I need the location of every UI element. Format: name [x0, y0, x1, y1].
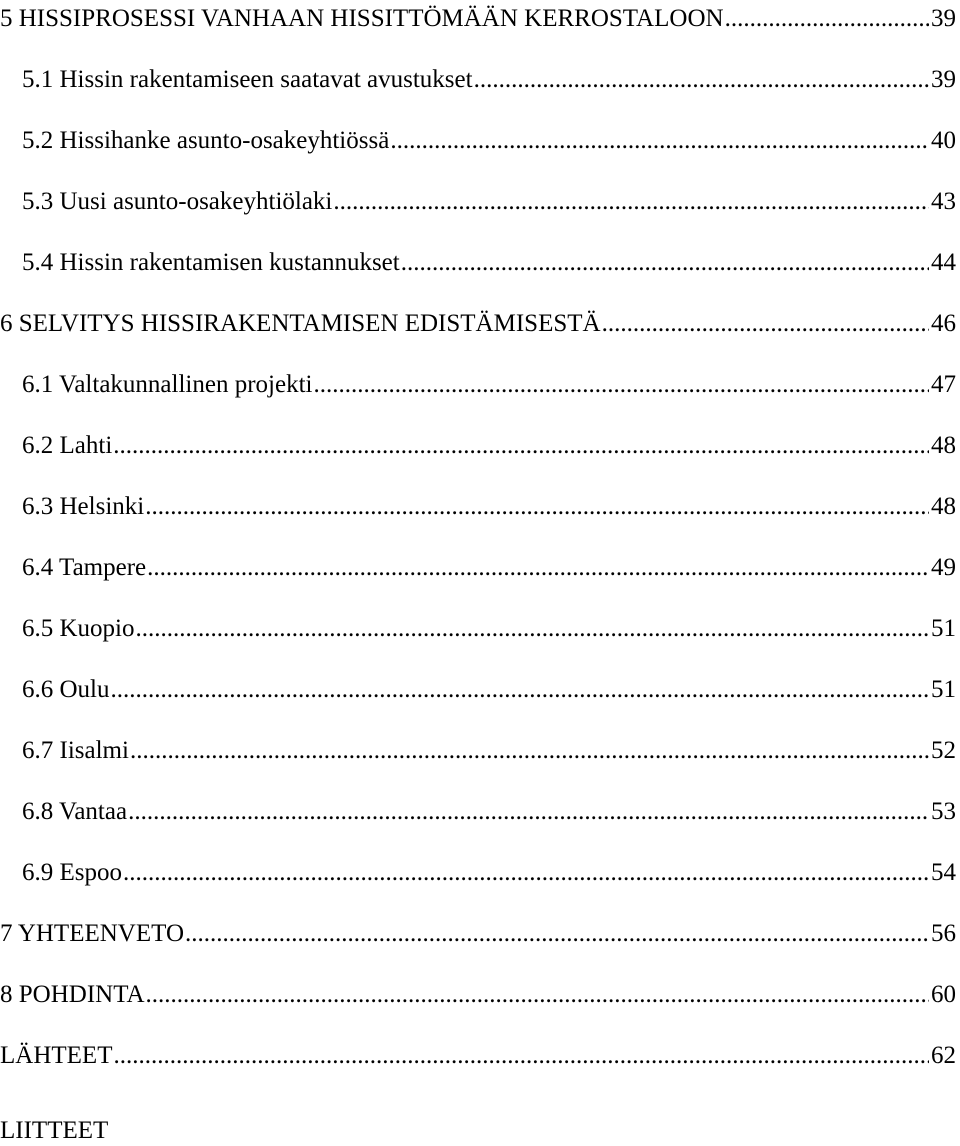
- toc-entry-section-6-1: [22, 366, 956, 400]
- dot-leader: [111, 675, 930, 705]
- toc-entry-title: 6.9 Espoo: [22, 859, 122, 886]
- toc-entry-title: 6.7 Iisalmi: [22, 737, 129, 764]
- toc-entry-title: 7 YHTEENVETO: [0, 920, 184, 947]
- toc-entry-section-6-6: [22, 671, 956, 705]
- toc-entry-page: 53: [931, 798, 956, 825]
- toc-entry-page: 47: [931, 371, 956, 398]
- dot-leader: [146, 980, 929, 1010]
- dot-leader: [147, 553, 929, 583]
- toc-entry-appendices: [0, 1112, 956, 1146]
- toc-entry-references: [0, 1037, 956, 1071]
- toc-entry-title: 6.5 Kuopio: [22, 615, 135, 642]
- dot-leader: [725, 4, 929, 34]
- toc-entry-section-6-2: [22, 427, 956, 461]
- toc-entry-page: 62: [931, 1042, 956, 1069]
- toc-entry-chapter-7: [0, 915, 956, 949]
- dot-leader: [113, 1041, 929, 1071]
- toc-entry-page: 52: [931, 737, 956, 764]
- dot-leader: [474, 65, 929, 95]
- toc-entry-title: 6.8 Vantaa: [22, 798, 128, 825]
- dot-leader: [130, 736, 929, 766]
- toc-entry-title: LÄHTEET: [0, 1042, 113, 1069]
- toc-entry-page: 48: [931, 432, 956, 459]
- toc-entry-page: 39: [931, 66, 956, 93]
- dot-leader: [602, 309, 929, 339]
- toc-entry-page: 60: [931, 981, 956, 1008]
- dot-leader: [333, 187, 929, 217]
- toc-entry-title: 5.2 Hissihanke asunto-osakeyhtiössä: [22, 127, 390, 154]
- toc-entry-title: 5.3 Uusi asunto-osakeyhtiölaki: [22, 188, 333, 215]
- toc-entry-page: 49: [931, 554, 956, 581]
- dot-leader: [145, 492, 929, 522]
- toc-entry-section-6-4: [22, 549, 956, 583]
- toc-entry-page: 43: [931, 188, 956, 215]
- toc-entry-title: LIITTEET: [0, 1117, 109, 1144]
- toc-entry-page: 56: [931, 920, 956, 947]
- toc-entry-title: 6.2 Lahti: [22, 432, 113, 459]
- toc-entry-section-6-9: [22, 854, 956, 888]
- dot-leader: [123, 858, 929, 888]
- toc-entry-section-6-7: [22, 732, 956, 766]
- toc-entry-page: 51: [931, 676, 956, 703]
- toc-entry-section-6-3: [22, 488, 956, 522]
- toc-entry-title: 6.4 Tampere: [22, 554, 147, 581]
- dot-leader: [185, 919, 929, 949]
- toc-entry-section-6-5: [22, 610, 956, 644]
- toc-entry-page: 46: [931, 310, 956, 337]
- toc-entry-title: 5.4 Hissin rakentamisen kustannukset: [22, 249, 400, 276]
- toc-entry-title: 6.1 Valtakunnallinen projekti: [22, 371, 313, 398]
- dot-leader: [390, 126, 929, 156]
- dot-leader: [313, 370, 929, 400]
- toc-entry-section-5-4: [22, 244, 956, 278]
- toc-entry-chapter-5: [0, 0, 956, 34]
- toc-entry-chapter-6: [0, 305, 956, 339]
- dot-leader: [113, 431, 929, 461]
- toc-entry-title: 8 POHDINTA: [0, 981, 145, 1008]
- toc-entry-section-5-1: [22, 61, 956, 95]
- dot-leader: [128, 797, 929, 827]
- toc-entry-section-5-2: [22, 122, 956, 156]
- toc-entry-page: 44: [931, 249, 956, 276]
- toc-entry-page: 40: [931, 127, 956, 154]
- toc-entry-page: 39: [931, 5, 956, 32]
- toc-entry-title: 6 SELVITYS HISSIRAKENTAMISEN EDISTÄMISESTÄ: [0, 310, 601, 337]
- toc-entry-chapter-8: [0, 976, 956, 1010]
- toc-entry-title: 6.3 Helsinki: [22, 493, 145, 520]
- toc-entry-page: 48: [931, 493, 956, 520]
- toc-entry-section-5-3: [22, 183, 956, 217]
- toc-entry-title: 5 HISSIPROSESSI VANHAAN HISSITTÖMÄÄN KERROSTALOON: [0, 5, 724, 32]
- toc-entry-section-6-8: [22, 793, 956, 827]
- dot-leader: [136, 614, 930, 644]
- toc-entry-page: 54: [931, 859, 956, 886]
- toc-entry-title: 5.1 Hissin rakentamiseen saatavat avustukset: [22, 66, 473, 93]
- toc-entry-page: 51: [931, 615, 956, 642]
- dot-leader: [401, 248, 929, 278]
- toc-entry-title: 6.6 Oulu: [22, 676, 110, 703]
